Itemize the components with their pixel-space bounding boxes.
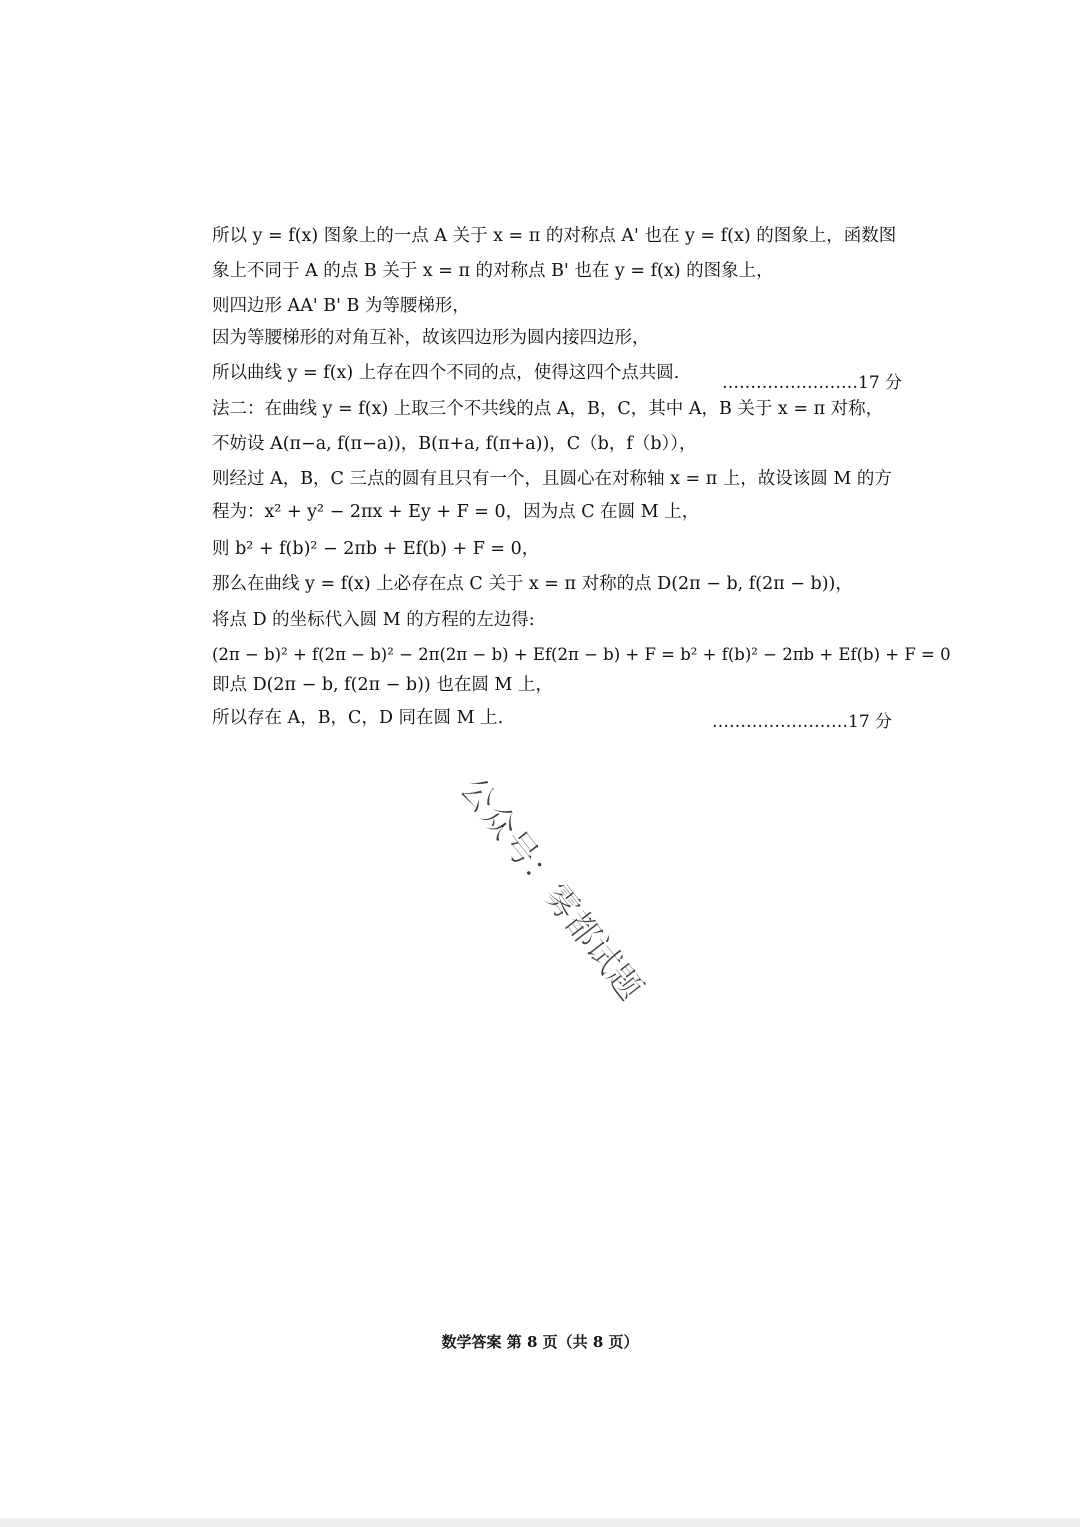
text-line-13-equation: (2π − b)² + f(2π − b)² − 2π(2π − b) + Ef(2π − b) + F = b² + f(b)² − 2πb + Ef(b) + F = 0 xyxy=(212,645,951,664)
text-line-8: 则经过 A，B，C 三点的圆有且只有一个，且圆心在对称轴 x = π 上，故设该圆 M 的方 xyxy=(212,469,892,489)
text-line-15: 所以存在 A，B，C，D 同在圆 M 上. xyxy=(212,708,504,728)
text-line-10: 则 b² + f(b)² − 2πb + Ef(b) + F = 0， xyxy=(212,539,540,559)
text-line-14: 即点 D(2π − b, f(2π − b)) 也在圆 M 上， xyxy=(212,675,553,695)
score-marker-1: ……………………17 分 xyxy=(722,373,903,393)
text-line-3: 则四边形 AA' B' B 为等腰梯形， xyxy=(212,296,470,316)
text-line-4: 因为等腰梯形的对角互补，故该四边形为圆内接四边形， xyxy=(212,328,650,348)
text-line-6: 法二：在曲线 y = f(x) 上取三个不共线的点 A，B，C，其中 A，B 关于 x = π 对称， xyxy=(212,399,884,419)
scan-edge-strip xyxy=(0,1518,1080,1527)
text-line-12: 将点 D 的坐标代入圆 M 的方程的左边得: xyxy=(212,610,535,630)
text-line-5: 所以曲线 y = f(x) 上存在四个不同的点，使得这四个点共圆. xyxy=(212,363,680,383)
score-marker-2: ……………………17 分 xyxy=(712,712,893,732)
text-line-1: 所以 y = f(x) 图象上的一点 A 关于 x = π 的对称点 A' 也在 y = f(x) 的图象上，函数图 xyxy=(212,226,897,246)
text-line-2: 象上不同于 A 的点 B 关于 x = π 的对称点 B' 也在 y = f(x) 的图象上， xyxy=(212,261,774,281)
text-line-11: 那么在曲线 y = f(x) 上必存在点 C 关于 x = π 对称的点 D(2π − b, f(2π − b))， xyxy=(212,574,853,594)
page-footer: 数学答案 第 8 页（共 8 页） xyxy=(441,1333,639,1351)
text-line-7: 不妨设 A(π−a, f(π−a))，B(π+a, f(π+a))，C（b，f（b））， xyxy=(212,434,697,454)
watermark-text: 公众号：雾都试题 xyxy=(451,769,651,1009)
text-line-9: 程为：x² + y² − 2πx + Ey + F = 0，因为点 C 在圆 M 上， xyxy=(212,502,700,522)
